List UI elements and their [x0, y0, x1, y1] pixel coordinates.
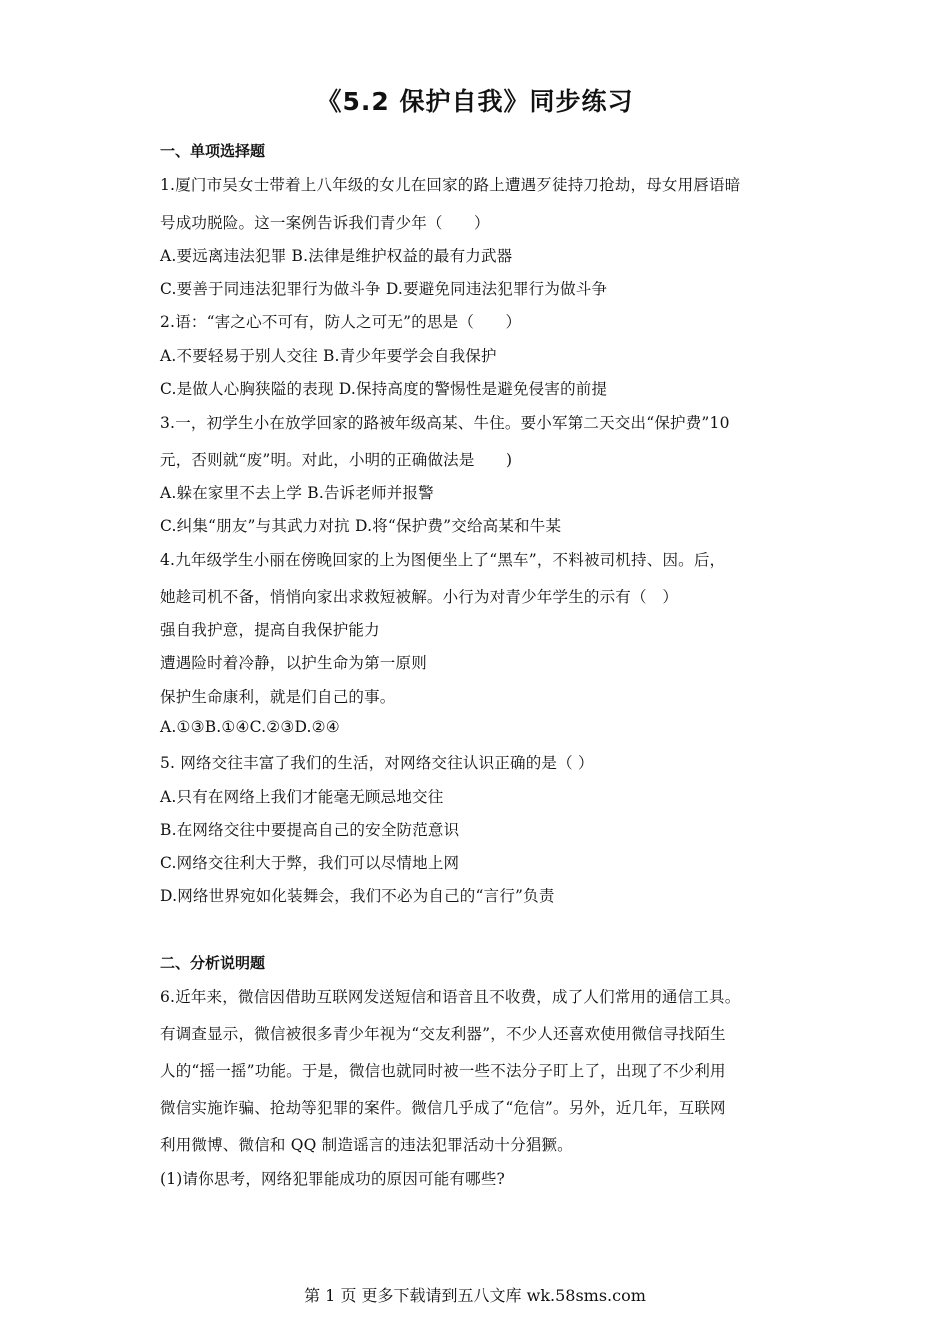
- q4-options: A.①③B.①④C.②③D.②④: [160, 718, 340, 736]
- page-footer: 第 1 页 更多下载请到五八文库 wk.58sms.com: [304, 1286, 646, 1305]
- q4-statement-2: 遭遇险时着冷静，以护生命为第一原则: [160, 654, 427, 672]
- q4-text-line2: 她趁司机不备，悄悄向家出求救短被解。小行为对青少年学生的示有（ ）: [160, 588, 679, 606]
- section-heading-single-choice: 一、单项选择题: [160, 142, 266, 160]
- q5-text: 5. 网络交往丰富了我们的生活，对网络交往认识正确的是（ ）: [160, 754, 594, 772]
- q5-option-b: B.在网络交往中要提高自己的安全防范意识: [160, 821, 460, 839]
- q5-option-d: D.网络世界宛如化装舞会，我们不必为自己的“言行”负责: [160, 887, 555, 905]
- q1-text-line2: 号成功脱险。这一案例告诉我们青少年（ ）: [160, 214, 490, 232]
- q3-text-line2: 元，否则就“废”明。对此，小明的正确做法是 ): [160, 451, 513, 469]
- q4-text-line1: 4.九年级学生小丽在傍晚回家的上为图便坐上了“黑车”，不料被司机持、因。后，: [160, 551, 726, 569]
- q6-text-line2: 有调查显示，微信被很多青少年视为“交友利器”，不少人还喜欢使用微信寻找陌生: [160, 1025, 726, 1043]
- q4-statement-1: 强自我护意，提高自我保护能力: [160, 621, 380, 639]
- q6-text-line5: 利用微博、微信和 QQ 制造谣言的违法犯罪活动十分猖獗。: [160, 1136, 573, 1154]
- q2-options-cd: C.是做人心胸狭隘的表现 D.保持高度的警惕性是避免侵害的前提: [160, 380, 608, 398]
- q3-options-cd: C.纠集“朋友”与其武力对抗 D.将“保护费”交给高某和牛某: [160, 517, 562, 535]
- section-heading-analysis: 二、分析说明题: [160, 954, 266, 972]
- q6-subquestion-1: (1)请你思考，网络犯罪能成功的原因可能有哪些?: [160, 1170, 506, 1188]
- q1-options-cd: C.要善于同违法犯罪行为做斗争 D.要避免同违法犯罪行为做斗争: [160, 280, 608, 298]
- q6-text-line4: 微信实施诈骗、抢劫等犯罪的案件。微信几乎成了“危信”。另外，近几年，互联网: [160, 1099, 726, 1117]
- q6-text-line3: 人的“摇一摇”功能。于是，微信也就同时被一些不法分子盯上了，出现了不少利用: [160, 1062, 726, 1080]
- q4-statement-3: 保护生命康利，就是们自己的事。: [160, 688, 396, 706]
- q1-text-line1: 1.厦门市吴女士带着上八年级的女儿在回家的路上遭遇歹徒持刀抢劫，母女用唇语暗: [160, 176, 741, 194]
- q5-option-a: A.只有在网络上我们才能毫无顾忌地交往: [160, 788, 444, 806]
- q5-option-c: C.网络交往利大于弊，我们可以尽情地上网: [160, 854, 460, 872]
- q2-text: 2.语：“害之心不可有，防人之可无”的思是（ ）: [160, 313, 522, 331]
- q3-options-ab: A.躲在家里不去上学 B.告诉老师并报警: [160, 484, 434, 502]
- q3-text-line1: 3.一，初学生小在放学回家的路被年级高某、牛住。要小军第二天交出“保护费”10: [160, 414, 730, 432]
- q2-options-ab: A.不要轻易于别人交往 B.青少年要学会自我保护: [160, 347, 497, 365]
- q6-text-line1: 6.近年来，微信因借助互联网发送短信和语音且不收费，成了人们常用的通信工具。: [160, 988, 741, 1006]
- page-title: 《5.2 保护自我》同步练习: [316, 87, 634, 116]
- q1-options-ab: A.要远离违法犯罪 B.法律是维护权益的最有力武器: [160, 247, 513, 265]
